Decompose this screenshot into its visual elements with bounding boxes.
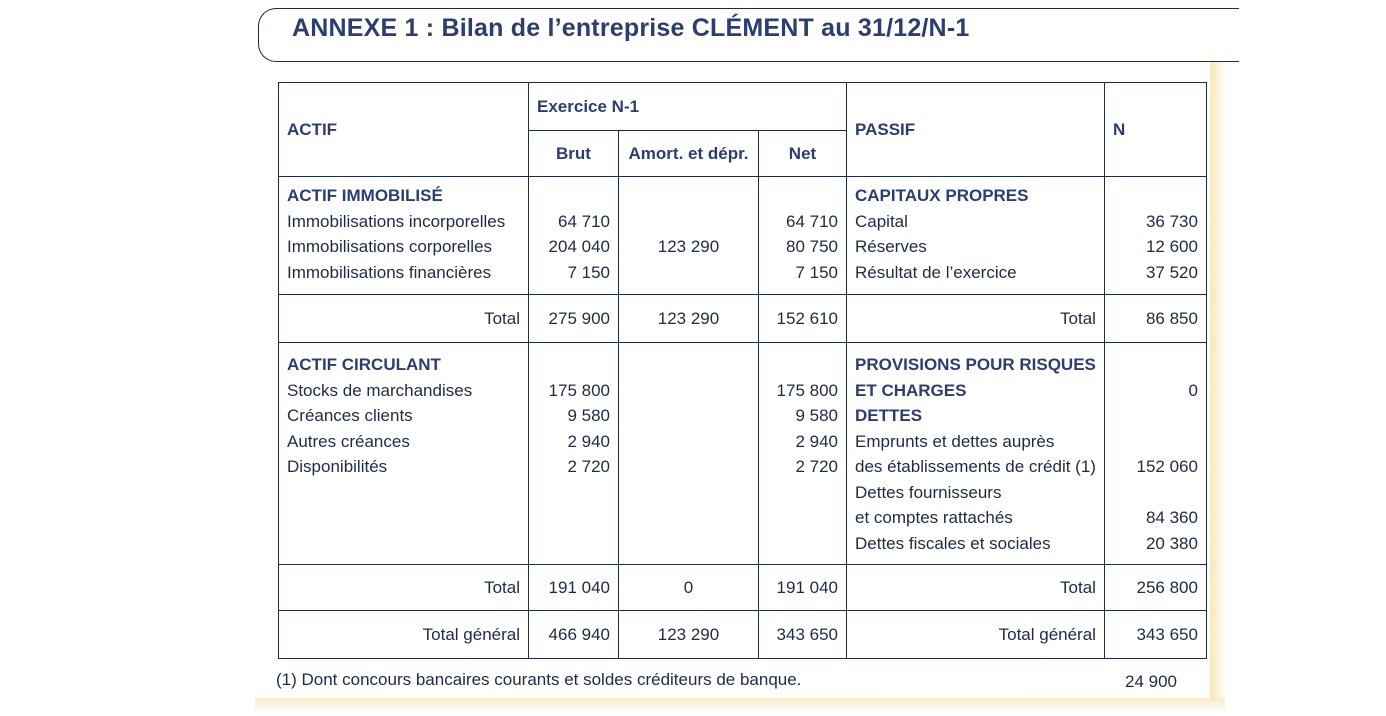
cell-value: 37 520 — [1145, 262, 1198, 282]
footnote-text: (1) Dont concours bancaires courants et soldes créditeurs de banque. — [276, 670, 802, 689]
total-label: Total — [279, 565, 529, 611]
cell-value: 152 060 — [1136, 457, 1198, 476]
circulant-amort — [619, 343, 759, 565]
dettes-heading: DETTES — [855, 406, 923, 425]
immobilise-net — [759, 177, 847, 295]
header-net: Net — [759, 131, 847, 177]
section-immobilise-row — [279, 177, 1207, 295]
total-label: Total — [847, 565, 1105, 611]
capitaux-propres-heading: CAPITAUX PROPRES — [855, 186, 1029, 205]
cell-value: 0 — [1188, 380, 1198, 400]
total-general-amort: 123 290 — [619, 611, 759, 659]
section-circulant-row — [279, 343, 1207, 565]
passif-bas-values — [1104, 343, 1206, 565]
cell-amort: 123 290 — [657, 237, 720, 256]
row-label: Immobilisations financières — [287, 262, 492, 282]
total-brut: 275 900 — [529, 295, 619, 343]
row-label: Créances clients — [287, 406, 413, 425]
row-label: Stocks de marchandises — [287, 380, 473, 400]
cell-net: 9 580 — [795, 406, 838, 425]
header-n: N — [1104, 83, 1206, 177]
total-general-net: 343 650 — [759, 611, 847, 659]
cell-net: 7 150 — [795, 262, 838, 282]
cell-value: 36 730 — [1145, 211, 1198, 231]
actif-circulant-heading: ACTIF CIRCULANT — [287, 355, 441, 374]
capitaux-values — [1104, 177, 1206, 295]
cell-value: 84 360 — [1145, 508, 1198, 527]
row-label: Immobilisations corporelles — [287, 237, 493, 256]
total-amort: 0 — [619, 565, 759, 611]
cell-net: 175 800 — [776, 380, 838, 400]
total-net: 191 040 — [759, 565, 847, 611]
page-title: ANNEXE 1 : Bilan de l’entreprise CLÉMENT au 31/12/N-1 — [292, 14, 970, 42]
page-bottom-shadow — [255, 698, 1225, 712]
circulant-net — [759, 343, 847, 565]
total-general-passif-value: 343 650 — [1104, 611, 1206, 659]
cell-brut: 2 940 — [567, 431, 610, 451]
row-label: des établissements de crédit (1) — [855, 457, 1096, 476]
header-amort: Amort. et dépr. — [619, 131, 759, 177]
total-net: 152 610 — [759, 295, 847, 343]
row-label: Autres créances — [287, 431, 410, 451]
total-row — [279, 295, 1207, 343]
immobilise-amort — [619, 177, 759, 295]
total-value: 86 850 — [1104, 295, 1206, 343]
total-general-brut: 466 940 — [529, 611, 619, 659]
actif-immobilise-heading: ACTIF IMMOBILISÉ — [287, 186, 443, 205]
total-general-passif-label: Total général — [847, 611, 1105, 659]
row-label: Capital — [855, 211, 908, 231]
immobilise-labels — [279, 177, 529, 295]
cell-brut: 204 040 — [548, 237, 610, 256]
cell-value: 20 380 — [1145, 533, 1198, 553]
provisions-heading-2: ET CHARGES — [855, 380, 967, 400]
total-general-label: Total général — [279, 611, 529, 659]
total-value: 256 800 — [1104, 565, 1206, 611]
balance-sheet-table — [278, 82, 1207, 659]
cell-brut: 9 580 — [567, 406, 610, 425]
passif-bas-labels — [847, 343, 1105, 565]
cell-brut: 64 710 — [558, 211, 610, 231]
immobilise-brut — [529, 177, 619, 295]
header-row-1 — [279, 83, 1207, 131]
cell-brut: 175 800 — [548, 380, 610, 400]
header-exercice: Exercice N-1 — [529, 83, 847, 131]
total-amort: 123 290 — [619, 295, 759, 343]
header-passif: PASSIF — [847, 83, 1105, 177]
row-label: Disponibilités — [287, 457, 388, 476]
total-label: Total — [847, 295, 1105, 343]
total-label: Total — [279, 295, 529, 343]
header-brut: Brut — [529, 131, 619, 177]
row-label: Résultat de l’exercice — [855, 262, 1017, 282]
cell-net: 2 720 — [795, 457, 838, 476]
total-general-row — [279, 611, 1207, 659]
page-edge-shadow — [1210, 62, 1226, 707]
cell-brut: 2 720 — [567, 457, 610, 476]
footnote-value: 24 900 — [1125, 672, 1177, 691]
row-label: et comptes rattachés — [855, 508, 1013, 527]
total-brut: 191 040 — [529, 565, 619, 611]
capitaux-labels — [847, 177, 1105, 295]
row-label: Emprunts et dettes auprès — [855, 431, 1055, 451]
total-row — [279, 565, 1207, 611]
row-label: Réserves — [855, 237, 927, 256]
circulant-brut — [529, 343, 619, 565]
cell-brut: 7 150 — [567, 262, 610, 282]
cell-value: 12 600 — [1145, 237, 1198, 256]
provisions-heading: PROVISIONS POUR RISQUES — [855, 355, 1096, 374]
row-label: Dettes fournisseurs — [855, 482, 1002, 502]
cell-net: 64 710 — [786, 211, 838, 231]
cell-net: 2 940 — [795, 431, 838, 451]
header-actif: ACTIF — [279, 83, 529, 177]
row-label: Immobilisations incorporelles — [287, 211, 506, 231]
row-label: Dettes fiscales et sociales — [855, 533, 1051, 553]
cell-net: 80 750 — [786, 237, 838, 256]
circulant-labels — [279, 343, 529, 565]
